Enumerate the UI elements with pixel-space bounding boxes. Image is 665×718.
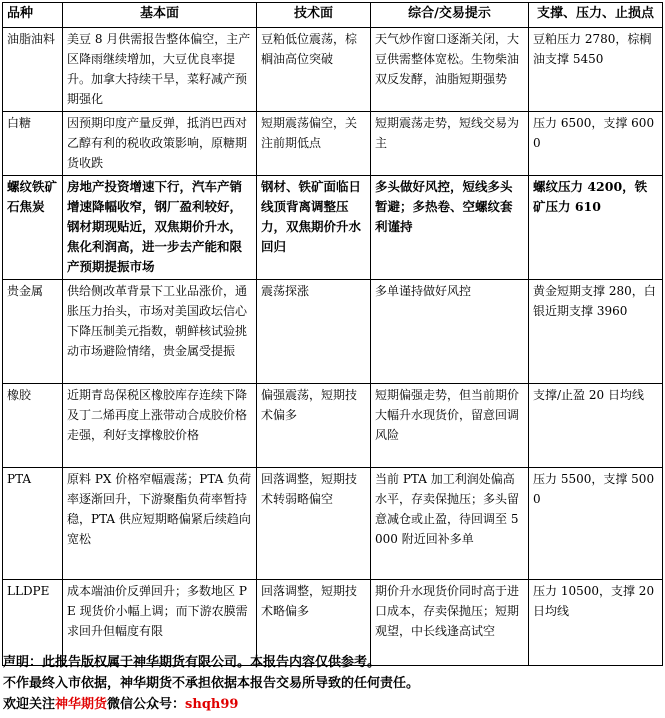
table-row <box>3 280 663 384</box>
cell-technical: 回落调整，短期技术转弱略偏空 <box>257 468 371 580</box>
cell-variety: PTA <box>3 468 63 580</box>
cell-technical: 短期震荡偏空，关注前期低点 <box>257 112 371 176</box>
header-fundamental: 基本面 <box>63 3 257 28</box>
cell-technical: 偏强震荡，短期技术偏多 <box>257 384 371 468</box>
follow-mid: 微信公众号： <box>107 697 186 712</box>
cell-summary: 天气炒作窗口逐渐关闭，大豆供需整体宽松。生物柴油双反发酵，油脂短期强势 <box>371 28 529 112</box>
follow-prefix: 欢迎关注 <box>3 697 56 712</box>
cell-technical: 钢材、铁矿面临日线顶背离调整压力，双焦期价升水回归 <box>257 176 371 280</box>
cell-fundamental: 房地产投资增速下行，汽车产销增速降幅收窄，钢厂盈利较好，钢材期现贴近，双焦期价升水，焦化利润高，进一步去产能和限产预期提振市场 <box>63 176 257 280</box>
table-row <box>3 112 663 176</box>
header-summary: 综合/交易提示 <box>371 3 529 28</box>
cell-levels: 压力 5500，支撑 5000 <box>529 468 663 580</box>
cell-levels: 支撑/止盈 20 日均线 <box>529 384 663 468</box>
cell-summary: 当前 PTA 加工利润处偏高水平，存卖保抛压；多头留意减仓或止盈，待回调至 5000 附近回补多单 <box>371 468 529 580</box>
cell-variety: 橡胶 <box>3 384 63 468</box>
header-variety: 品种 <box>3 3 63 28</box>
table-row <box>3 384 663 468</box>
cell-variety: 白糖 <box>3 112 63 176</box>
cell-variety: 油脂油料 <box>3 28 63 112</box>
follow-line <box>3 694 663 715</box>
cell-variety: 螺纹铁矿石焦炭 <box>3 176 63 280</box>
cell-fundamental: 因预期印度产量反弹，抵消巴西对乙醇有利的税收政策影响，原糖期货收跌 <box>63 112 257 176</box>
cell-summary: 期价升水现货价同时高于进口成本，存卖保抛压；短期观望，中长线逢高试空 <box>371 580 529 666</box>
cell-variety: LLDPE <box>3 580 63 666</box>
table-row <box>3 28 663 112</box>
table-row <box>3 468 663 580</box>
cell-fundamental: 成本端油价反弹回升；多数地区 PE 现货价小幅上调；而下游农膜需求回升但幅度有限 <box>63 580 257 666</box>
cell-fundamental: 供给侧改革背景下工业品涨价，通胀压力抬头，市场对美国政坛信心下降压制美元指数，朝鲜核试验挑动市场避险情绪，贵金属受提振 <box>63 280 257 384</box>
cell-summary: 短期偏强走势，但当前期价大幅升水现货价，留意回调风险 <box>371 384 529 468</box>
cell-summary: 短期震荡走势，短线交易为主 <box>371 112 529 176</box>
cell-variety: 贵金属 <box>3 280 63 384</box>
wechat-id: shqh99 <box>185 697 239 712</box>
header-levels: 支撑、压力、止损点 <box>529 3 663 28</box>
cell-summary: 多单谨持做好风控 <box>371 280 529 384</box>
header-technical: 技术面 <box>257 3 371 28</box>
disclaimer-line-2: 不作最终入市依据，神华期货不承担依据本报告交易所导致的任何责任。 <box>3 676 420 691</box>
cell-technical: 豆粕低位震荡，棕榈油高位突破 <box>257 28 371 112</box>
cell-fundamental: 近期青岛保税区橡胶库存连续下降及丁二烯再度上涨带动合成胶价格走强，利好支撑橡胶价格 <box>63 384 257 468</box>
cell-levels: 螺纹压力 4200，铁矿压力 610 <box>529 176 663 280</box>
disclaimer-footer <box>3 652 663 715</box>
header-row <box>3 3 663 28</box>
cell-fundamental: 美豆 8 月供需报告整体偏空，主产区降雨继续增加，大豆优良率提升。加拿大持续干旱，菜籽减产预期强化 <box>63 28 257 112</box>
cell-fundamental: 原料 PX 价格窄幅震荡；PTA 负荷率逐渐回升，下游聚酯负荷率暂持稳，PTA 供应短期略偏紧后续趋向宽松 <box>63 468 257 580</box>
market-table <box>2 2 663 666</box>
cell-levels: 豆粕压力 2780，棕榈油支撑 5450 <box>529 28 663 112</box>
cell-technical: 震荡探涨 <box>257 280 371 384</box>
cell-summary: 多头做好风控，短线多头暂避；多热卷、空螺纹套利谨持 <box>371 176 529 280</box>
disclaimer-line-1: 声明：此报告版权属于神华期货有限公司。本报告内容仅供参考。 <box>3 655 381 670</box>
cell-levels: 压力 10500，支撑 20 日均线 <box>529 580 663 666</box>
cell-technical: 回落调整，短期技术略偏多 <box>257 580 371 666</box>
cell-levels: 黄金短期支撑 280，白银近期支撑 3960 <box>529 280 663 384</box>
table-row <box>3 176 663 280</box>
brand-name: 神华期货 <box>55 697 108 712</box>
cell-levels: 压力 6500，支撑 6000 <box>529 112 663 176</box>
